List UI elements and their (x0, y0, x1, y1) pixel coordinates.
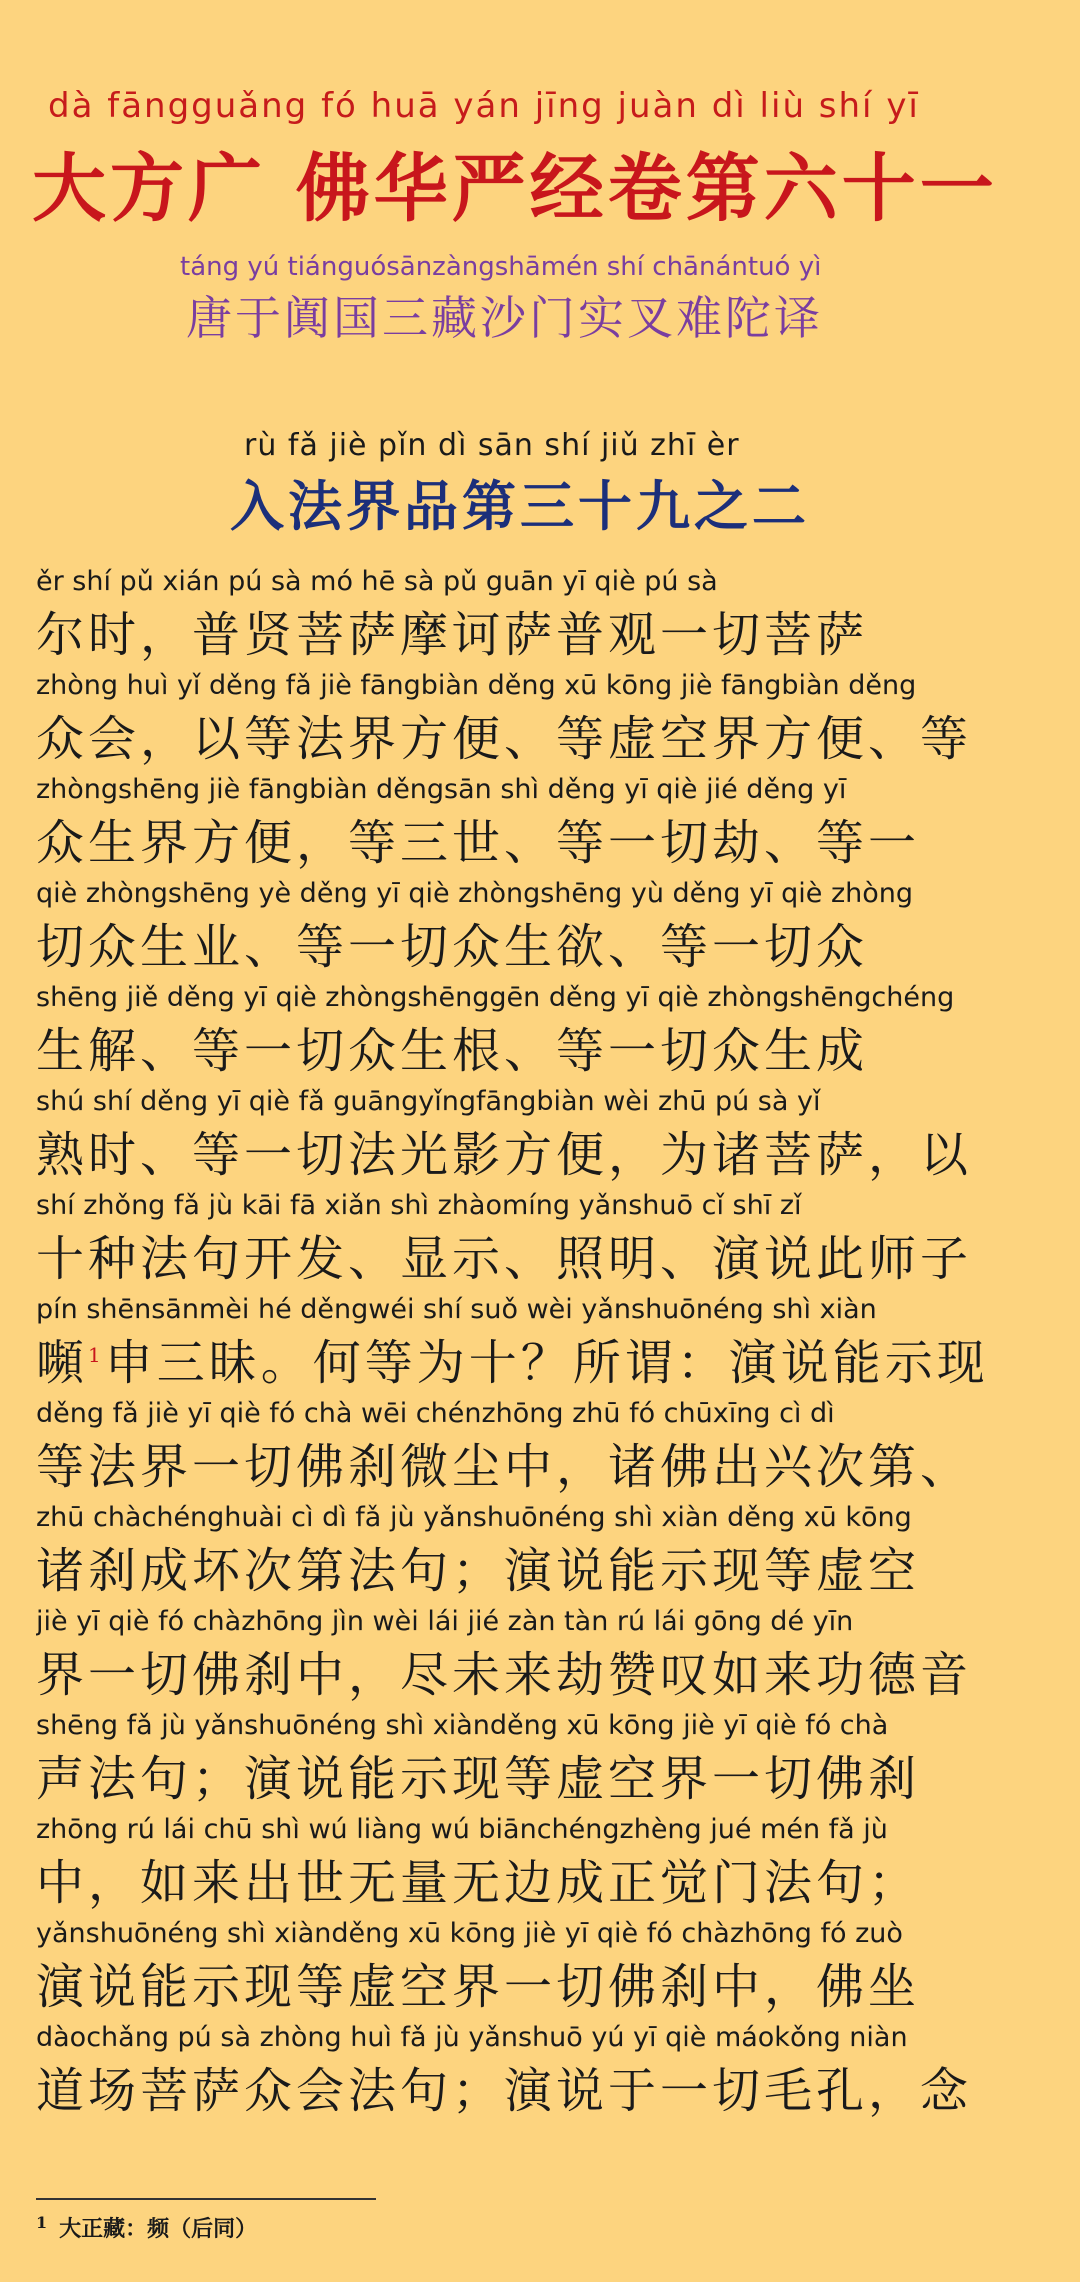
scripture-title: 大方广 佛华严经卷第六十一 (32, 146, 998, 232)
chapter-pinyin: rù fǎ jiè pǐn dì sān shí jiǔ zhī èr (244, 428, 740, 463)
line-pinyin: qiè zhòngshēng yè děng yī qiè zhòngshēng yù děng yī qiè zhòng (36, 878, 914, 909)
line-pinyin: zhòngshēng jiè fāngbiàn děngsān shì děng yī qiè jié děng yī (36, 774, 847, 805)
line-text: 诸刹成坏次第法句；演说能示现等虚空 (36, 1543, 921, 1599)
footnote-divider (36, 2198, 376, 2200)
line-text: 界一切佛刹中，尽未来劫赞叹如来功德音 (36, 1647, 973, 1703)
line-pinyin: shú shí děng yī qiè fǎ guāngyǐngfāngbiàn wèi zhū pú sà yǐ (36, 1086, 821, 1117)
line-text: 生解、等一切众生根、等一切众生成 (36, 1023, 869, 1079)
line-pinyin: shēng jiě děng yī qiè zhòngshēnggēn děng yī qiè zhòngshēngchéng (36, 982, 955, 1013)
line-pinyin: zhū chàchénghuài cì dì fǎ jù yǎnshuōnéng shì xiàn děng xū kōng (36, 1502, 912, 1533)
line-text: 中，如来出世无量无边成正觉门法句； (36, 1855, 921, 1911)
line-pinyin: shēng fǎ jù yǎnshuōnéng shì xiànděng xū kōng jiè yī qiè fó chà (36, 1710, 889, 1741)
line-pinyin: děng fǎ jiè yī qiè fó chà wēi chénzhōng zhū fó chūxīng cì dì (36, 1398, 835, 1429)
footnote-text: 大正藏：频（后同） (59, 2216, 258, 2242)
line-text-tail: 申三昧。何等为十？所谓：演说能示现 (104, 1335, 989, 1391)
line-text-head: 嚬 (36, 1335, 89, 1391)
translator-line: 唐于阗国三藏沙门实叉难陀译 (186, 291, 823, 345)
line-text: 熟时、等一切法光影方便，为诸菩萨，以 (36, 1127, 973, 1183)
line-text: 切众生业、等一切众生欲、等一切众 (36, 919, 869, 975)
line-text: 众会，以等法界方便、等虚空界方便、等 (36, 711, 973, 767)
line-text: 演说能示现等虚空界一切佛刹中，佛坐 (36, 1959, 921, 2015)
line-text: 尔时，普贤菩萨摩诃萨普观一切菩萨 (36, 607, 869, 663)
translator-pinyin: táng yú tiánguósānzàngshāmén shí chānántuó yì (180, 252, 822, 282)
footnote-reference[interactable]: 1 (88, 1343, 105, 1367)
line-text: 众生界方便，等三世、等一切劫、等一 (36, 815, 921, 871)
line-pinyin: jiè yī qiè fó chàzhōng jìn wèi lái jié zàn tàn rú lái gōng dé yīn (36, 1606, 854, 1637)
line-pinyin: ěr shí pǔ xián pú sà mó hē sà pǔ guān yī qiè pú sà (36, 566, 718, 597)
line-pinyin: zhòng huì yǐ děng fǎ jiè fāngbiàn děng xū kōng jiè fāngbiàn děng (36, 670, 917, 701)
line-pinyin: zhōng rú lái chū shì wú liàng wú biānchéngzhèng jué mén fǎ jù (36, 1814, 888, 1845)
footnote (36, 2212, 257, 2243)
footnote-number: 1 (36, 2212, 48, 2232)
line-text (36, 1324, 1046, 1393)
line-text: 等法界一切佛刹微尘中，诸佛出兴次第、 (36, 1439, 973, 1495)
line-pinyin: yǎnshuōnéng shì xiànděng xū kōng jiè yī qiè fó chàzhōng fó zuò (36, 1918, 903, 1949)
line-text: 声法句；演说能示现等虚空界一切佛刹 (36, 1751, 921, 1807)
chapter-heading: 入法界品第三十九之二 (230, 474, 810, 538)
line-pinyin: shí zhǒng fǎ jù kāi fā xiǎn shì zhàomíng yǎnshuō cǐ shī zǐ (36, 1190, 802, 1221)
line-pinyin: pín shēnsānmèi hé děngwéi shí suǒ wèi yǎnshuōnéng shì xiàn (36, 1294, 877, 1325)
line-text: 十种法句开发、显示、照明、演说此师子 (36, 1231, 973, 1287)
line-text: 道场菩萨众会法句；演说于一切毛孔，念 (36, 2063, 973, 2119)
line-pinyin: dàochǎng pú sà zhòng huì fǎ jù yǎnshuō yú yī qiè máokǒng niàn (36, 2022, 908, 2053)
title-pinyin: dà fāngguǎng fó huā yán jīng juàn dì liù shí yī (48, 86, 920, 126)
